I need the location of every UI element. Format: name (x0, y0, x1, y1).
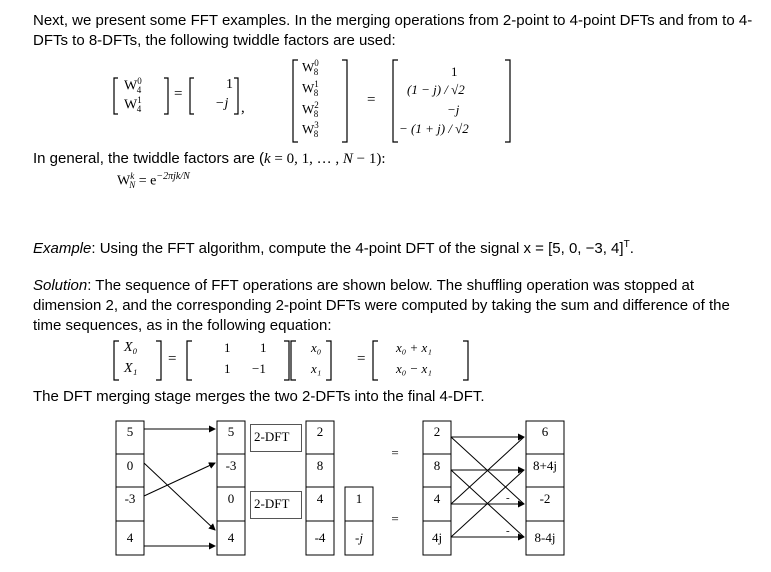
dft2-m11: −1 (252, 361, 266, 376)
twiddle4-w0: $W^0_4$ (124, 76, 142, 96)
dft2-vec-0: x₀ (311, 340, 322, 355)
dft2-m01: 1 (260, 340, 267, 355)
shuffled-cell: -3 (225, 458, 237, 473)
dft2-eq-2: = (357, 351, 366, 367)
twiddle-cell: -j (355, 530, 363, 545)
twiddle8-w2: $W^2_8$ (302, 100, 319, 119)
dft2-lhs-0: X₀ (124, 340, 138, 355)
twiddle8-rhs-1: (1 − j) / √2 (407, 82, 465, 97)
intro-line-2: DFTs to 8-DFTs, the following twiddle factors are used: (33, 32, 396, 49)
input-cell: 5 (126, 424, 134, 439)
output-cell: 8-4j (534, 530, 556, 545)
eq-sign: = (391, 511, 399, 526)
twiddle8-w3: $W^3_8$ (302, 120, 319, 139)
dft2-eq-1: = (168, 351, 177, 367)
dft-label-1: 2-DFT (254, 429, 290, 444)
output-cell: 8+4j (533, 458, 557, 473)
twiddle4-rhs-0: 1 (226, 77, 233, 92)
dft-out-cell: 2 (316, 424, 324, 439)
svg-text:-: - (506, 525, 510, 537)
twiddle8-w1: $W^1_8$ (302, 79, 319, 98)
dft-out-cell: -4 (314, 530, 326, 545)
twiddle4-comma: , (241, 100, 245, 116)
dft-out-cell: 8 (316, 458, 324, 473)
input-cell: 4 (126, 530, 134, 545)
merge-text: The DFT merging stage merges the two 2-DFTs into the final 4-DFT. (33, 388, 485, 405)
output-cell: 6 (541, 424, 549, 439)
dft2-m00: 1 (224, 340, 231, 355)
twiddle-cell: 1 (355, 491, 363, 506)
twiddle8-eq: = (367, 92, 376, 108)
twiddle8-rhs-3: − (1 + j) / √2 (399, 121, 469, 136)
general-text: In general, the twiddle factors are (k = 0, 1, … , N − 1): (33, 150, 386, 167)
twiddle4-eq: = (174, 86, 183, 102)
twiddle4-w1: $W^1_4$ (124, 95, 142, 115)
output-cell: -2 (539, 491, 551, 506)
twiddle8-rhs-2: −j (447, 102, 460, 117)
dft2-rhs-0: x₀ + x₁ (396, 340, 432, 355)
input-cell: -3 (124, 491, 136, 506)
solution-line-3: time sequences, as in the following equation: (33, 317, 332, 334)
twiddled-cell: 8 (433, 458, 441, 473)
shuffled-cell: 0 (227, 491, 235, 506)
intro-line-1: Next, we present some FFT examples. In the merging operations from 2-point to 4-point DFTs and from to 4- (33, 12, 753, 29)
twiddle4-rhs-1: −j (215, 96, 229, 111)
dft-out-cell: 4 (316, 491, 324, 506)
general-formula: $W^k_N = e^{-2\pi jk/N}$ (117, 171, 190, 191)
twiddle8-w0: $W^0_8$ (302, 58, 319, 77)
eq-sign: = (391, 445, 399, 460)
input-cell: 0 (126, 458, 134, 473)
twiddled-cell: 2 (433, 424, 441, 439)
dft-label-2: 2-DFT (254, 496, 290, 511)
svg-text:-: - (506, 492, 510, 504)
shuffled-cell: 4 (227, 530, 235, 545)
solution-line-1: Solution: The sequence of FFT operations are shown below. The shuffling operation was stopped at (33, 277, 694, 294)
shuffled-cell: 5 (227, 424, 235, 439)
example-text: Example: Using the FFT algorithm, compute the 4-point DFT of the signal x = [5, 0, −3, 4]$^T$. (33, 239, 634, 257)
twiddled-cell: 4j (431, 530, 443, 545)
solution-line-2: dimension 2, and the corresponding 2-point DFTs were computed by taking the sum and difference of the (33, 297, 730, 314)
dft2-lhs-1: X₁ (124, 361, 138, 376)
twiddle8-rhs-0: 1 (451, 64, 458, 79)
dft2-m10: 1 (224, 361, 231, 376)
twiddled-cell: 4 (433, 491, 441, 506)
dft2-rhs-1: x₀ − x₁ (396, 361, 432, 376)
dft2-vec-1: x₁ (311, 361, 322, 376)
